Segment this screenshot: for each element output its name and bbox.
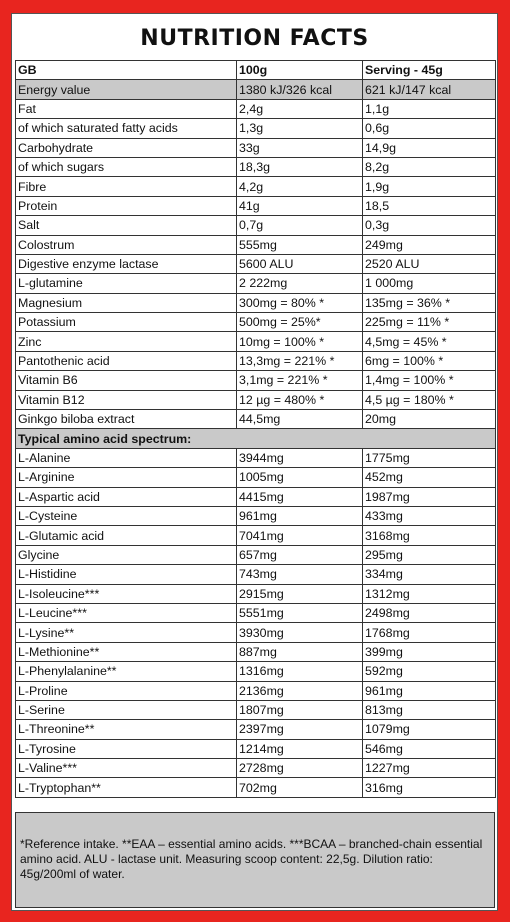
value-per-serving: 1079mg	[363, 720, 496, 739]
row-label: Pantothenic acid	[16, 351, 237, 370]
energy-row	[16, 80, 496, 99]
value-per-100g: 4415mg	[237, 487, 363, 506]
value-per-100g: 2 222mg	[237, 274, 363, 293]
value-per-100g: 5551mg	[237, 603, 363, 622]
value-per-100g: 2397mg	[237, 720, 363, 739]
value-per-serving: 592mg	[363, 662, 496, 681]
value-per-100g: 500mg = 25%*	[237, 313, 363, 332]
value-per-100g: 1,3g	[237, 119, 363, 138]
value-per-100g: 2915mg	[237, 584, 363, 603]
nutrient-row	[16, 138, 496, 157]
value-per-serving: 4,5 µg = 180% *	[363, 390, 496, 409]
value-per-serving: 452mg	[363, 468, 496, 487]
value-per-serving: 6mg = 100% *	[363, 351, 496, 370]
value-per-serving: 1775mg	[363, 448, 496, 467]
nutrient-row	[16, 99, 496, 118]
row-label: L-Cysteine	[16, 506, 237, 525]
value-per-100g: 702mg	[237, 778, 363, 797]
value-per-100g: 13,3mg = 221% *	[237, 351, 363, 370]
value-per-serving: 2520 ALU	[363, 254, 496, 273]
row-label: Potassium	[16, 313, 237, 332]
amino-acid-row	[16, 759, 496, 778]
value-per-serving: 1312mg	[363, 584, 496, 603]
amino-acid-row	[16, 720, 496, 739]
value-per-100g: 4,2g	[237, 177, 363, 196]
value-per-100g: 33g	[237, 138, 363, 157]
header-cell: GB	[16, 61, 237, 80]
amino-section-label: Typical amino acid spectrum:	[16, 429, 496, 448]
value-per-100g: 5600 ALU	[237, 254, 363, 273]
row-label: L-Serine	[16, 700, 237, 719]
value-per-serving: 961mg	[363, 681, 496, 700]
nutrient-row	[16, 274, 496, 293]
row-label: Colostrum	[16, 235, 237, 254]
nutrient-row	[16, 235, 496, 254]
amino-acid-row	[16, 681, 496, 700]
value-per-100g: 41g	[237, 196, 363, 215]
value-per-100g: 1380 kJ/326 kcal	[237, 80, 363, 99]
footnote-text: *Reference intake. **EAA – essential amino acids. ***BCAA – branched-chain essential amino acid. ALU - lactase unit. Measuring scoop content: 22,5g. Dilution ratio: 45g/200ml of water.	[20, 837, 483, 881]
row-label: Carbohydrate	[16, 138, 237, 157]
value-per-100g: 3944mg	[237, 448, 363, 467]
nutrient-row	[16, 196, 496, 215]
value-per-serving: 1,9g	[363, 177, 496, 196]
value-per-serving: 0,3g	[363, 216, 496, 235]
nutrient-row	[16, 157, 496, 176]
value-per-100g: 18,3g	[237, 157, 363, 176]
value-per-100g: 0,7g	[237, 216, 363, 235]
value-per-serving: 14,9g	[363, 138, 496, 157]
value-per-serving: 1,4mg = 100% *	[363, 371, 496, 390]
table-header-row	[16, 61, 496, 80]
row-label: Vitamin B12	[16, 390, 237, 409]
nutrient-row	[16, 332, 496, 351]
row-label: L-Lysine**	[16, 623, 237, 642]
amino-acid-row	[16, 778, 496, 797]
footnote-box	[15, 812, 495, 908]
row-label: L-Methionine**	[16, 642, 237, 661]
amino-acid-row	[16, 603, 496, 622]
value-per-100g: 1807mg	[237, 700, 363, 719]
row-label: Zinc	[16, 332, 237, 351]
value-per-100g: 657mg	[237, 545, 363, 564]
row-label: L-Alanine	[16, 448, 237, 467]
row-label: L-Threonine**	[16, 720, 237, 739]
row-label: L-Tyrosine	[16, 739, 237, 758]
row-label: L-Aspartic acid	[16, 487, 237, 506]
row-label: of which saturated fatty acids	[16, 119, 237, 138]
value-per-serving: 0,6g	[363, 119, 496, 138]
value-per-100g: 961mg	[237, 506, 363, 525]
value-per-100g: 555mg	[237, 235, 363, 254]
amino-acid-row	[16, 526, 496, 545]
value-per-serving: 1227mg	[363, 759, 496, 778]
row-label: Glycine	[16, 545, 237, 564]
row-label: of which sugars	[16, 157, 237, 176]
amino-acid-row	[16, 623, 496, 642]
amino-acid-row	[16, 468, 496, 487]
row-label: L-Phenylalanine**	[16, 662, 237, 681]
value-per-100g: 1214mg	[237, 739, 363, 758]
row-label: Magnesium	[16, 293, 237, 312]
row-label: L-Valine***	[16, 759, 237, 778]
amino-acid-row	[16, 448, 496, 467]
row-label: L-glutamine	[16, 274, 237, 293]
value-per-serving: 1768mg	[363, 623, 496, 642]
value-per-serving: 249mg	[363, 235, 496, 254]
row-label: Ginkgo biloba extract	[16, 410, 237, 429]
row-label: Energy value	[16, 80, 237, 99]
nutrient-row	[16, 216, 496, 235]
value-per-100g: 2136mg	[237, 681, 363, 700]
row-label: L-Tryptophan**	[16, 778, 237, 797]
page-title: NUTRITION FACTS	[140, 26, 369, 51]
amino-acid-row	[16, 545, 496, 564]
row-label: Protein	[16, 196, 237, 215]
value-per-100g: 10mg = 100% *	[237, 332, 363, 351]
row-label: Fibre	[16, 177, 237, 196]
row-label: Vitamin B6	[16, 371, 237, 390]
nutrient-row	[16, 177, 496, 196]
nutrition-facts-panel	[11, 13, 498, 911]
header-cell: Serving - 45g	[363, 61, 496, 80]
nutrient-row	[16, 293, 496, 312]
value-per-100g: 1316mg	[237, 662, 363, 681]
row-label: L-Leucine***	[16, 603, 237, 622]
value-per-serving: 18,5	[363, 196, 496, 215]
value-per-serving: 334mg	[363, 565, 496, 584]
value-per-100g: 12 µg = 480% *	[237, 390, 363, 409]
nutrient-row	[16, 351, 496, 370]
row-label: L-Proline	[16, 681, 237, 700]
amino-section-row	[16, 429, 496, 448]
value-per-serving: 3168mg	[363, 526, 496, 545]
value-per-serving: 316mg	[363, 778, 496, 797]
amino-acid-row	[16, 487, 496, 506]
value-per-serving: 4,5mg = 45% *	[363, 332, 496, 351]
amino-acid-row	[16, 565, 496, 584]
row-label: Salt	[16, 216, 237, 235]
value-per-serving: 225mg = 11% *	[363, 313, 496, 332]
nutrient-row	[16, 390, 496, 409]
value-per-serving: 1,1g	[363, 99, 496, 118]
value-per-serving: 1 000mg	[363, 274, 496, 293]
value-per-100g: 3,1mg = 221% *	[237, 371, 363, 390]
value-per-serving: 399mg	[363, 642, 496, 661]
value-per-serving: 20mg	[363, 410, 496, 429]
row-label: Fat	[16, 99, 237, 118]
value-per-serving: 433mg	[363, 506, 496, 525]
amino-acid-row	[16, 662, 496, 681]
nutrient-row	[16, 119, 496, 138]
nutrition-table	[15, 60, 496, 798]
value-per-serving: 8,2g	[363, 157, 496, 176]
value-per-100g: 2,4g	[237, 99, 363, 118]
nutrient-row	[16, 410, 496, 429]
row-label: L-Isoleucine***	[16, 584, 237, 603]
value-per-serving: 546mg	[363, 739, 496, 758]
value-per-100g: 887mg	[237, 642, 363, 661]
nutrient-row	[16, 313, 496, 332]
value-per-100g: 300mg = 80% *	[237, 293, 363, 312]
value-per-100g: 3930mg	[237, 623, 363, 642]
value-per-serving: 2498mg	[363, 603, 496, 622]
value-per-100g: 2728mg	[237, 759, 363, 778]
value-per-serving: 135mg = 36% *	[363, 293, 496, 312]
value-per-100g: 1005mg	[237, 468, 363, 487]
value-per-100g: 7041mg	[237, 526, 363, 545]
value-per-serving: 295mg	[363, 545, 496, 564]
value-per-serving: 621 kJ/147 kcal	[363, 80, 496, 99]
amino-acid-row	[16, 700, 496, 719]
row-label: L-Arginine	[16, 468, 237, 487]
amino-acid-row	[16, 642, 496, 661]
header-cell: 100g	[237, 61, 363, 80]
value-per-serving: 813mg	[363, 700, 496, 719]
nutrient-row	[16, 371, 496, 390]
row-label: Digestive enzyme lactase	[16, 254, 237, 273]
row-label: L-Histidine	[16, 565, 237, 584]
value-per-serving: 1987mg	[363, 487, 496, 506]
value-per-100g: 44,5mg	[237, 410, 363, 429]
amino-acid-row	[16, 584, 496, 603]
row-label: L-Glutamic acid	[16, 526, 237, 545]
nutrient-row	[16, 254, 496, 273]
amino-acid-row	[16, 506, 496, 525]
value-per-100g: 743mg	[237, 565, 363, 584]
amino-acid-row	[16, 739, 496, 758]
